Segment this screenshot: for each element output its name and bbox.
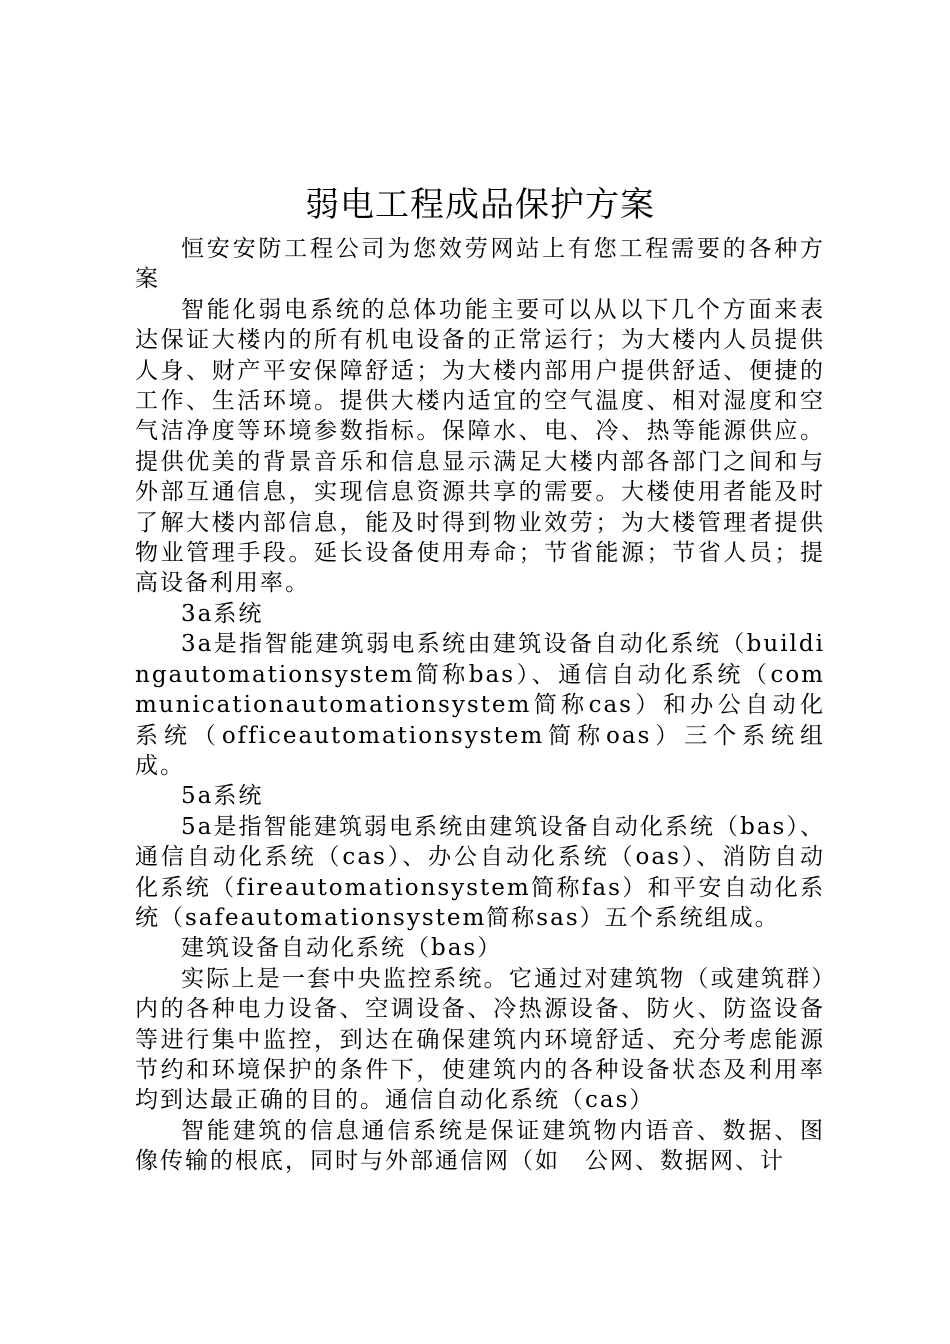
paragraph-intro: 恒安安防工程公司为您效劳网站上有您工程需要的各种方案: [135, 236, 825, 293]
paragraph-3a: 3a是指智能建筑弱电系统由建筑设备自动化系统（buildingautomationsystem简称bas）、通信自动化系统（communicationautomationsystem简称cas）和办公自动化系统（officeautomationsystem简称oas）三个系统组成。: [135, 631, 825, 779]
paragraph-bas: 实际上是一套中央监控系统。它通过对建筑物（或建筑群）内的各种电力设备、空调设备、冷热源设备、防火、防盗设备等进行集中监控，到达在确保建筑内环境舒适、充分考虑能源节约和环境保护的条件下，使建筑内的各种设备状态及利用率均到达最正确的目的。通信自动化系统（cas）: [135, 965, 825, 1114]
heading-5a: 5a系统: [181, 783, 264, 810]
heading-bas: 建筑设备自动化系统（bas）: [181, 935, 503, 962]
document-title: 弱电工程成品保护方案: [305, 185, 655, 225]
paragraph-functions: 智能化弱电系统的总体功能主要可以从以下几个方面来表达保证大楼内的所有机电设备的正常运行；为大楼内人员提供人身、财产平安保障舒适；为大楼内部用户提供舒适、便捷的工作、生活环境。提供大楼内适宜的空气温度、相对湿度和空气洁净度等环境参数指标。保障水、电、冷、热等能源供应。提供优美的背景音乐和信息显示满足大楼内部各部门之间和与外部互通信息，实现信息资源共享的需要。大楼使用者能及时了解大楼内部信息，能及时得到物业效劳；为大楼管理者提供物业管理手段。延长设备使用寿命；节省能源；节省人员；提高设备利用率。: [135, 296, 825, 597]
paragraph-5a: 5a是指智能建筑弱电系统由建筑设备自动化系统（bas）、通信自动化系统（cas）、办公自动化系统（oas）、消防自动化系统（fireautomationsystem简称fas）和平安自动化系统（safeautomationsystem简称sas）五个系统组成。: [135, 813, 825, 931]
paragraph-cas: 智能建筑的信息通信系统是保证建筑物内语音、数据、图像传输的根底，同时与外部通信网（如 公网、数据网、计: [135, 1117, 825, 1175]
heading-3a: 3a系统: [181, 600, 264, 627]
document-page: [135, 182, 825, 1177]
